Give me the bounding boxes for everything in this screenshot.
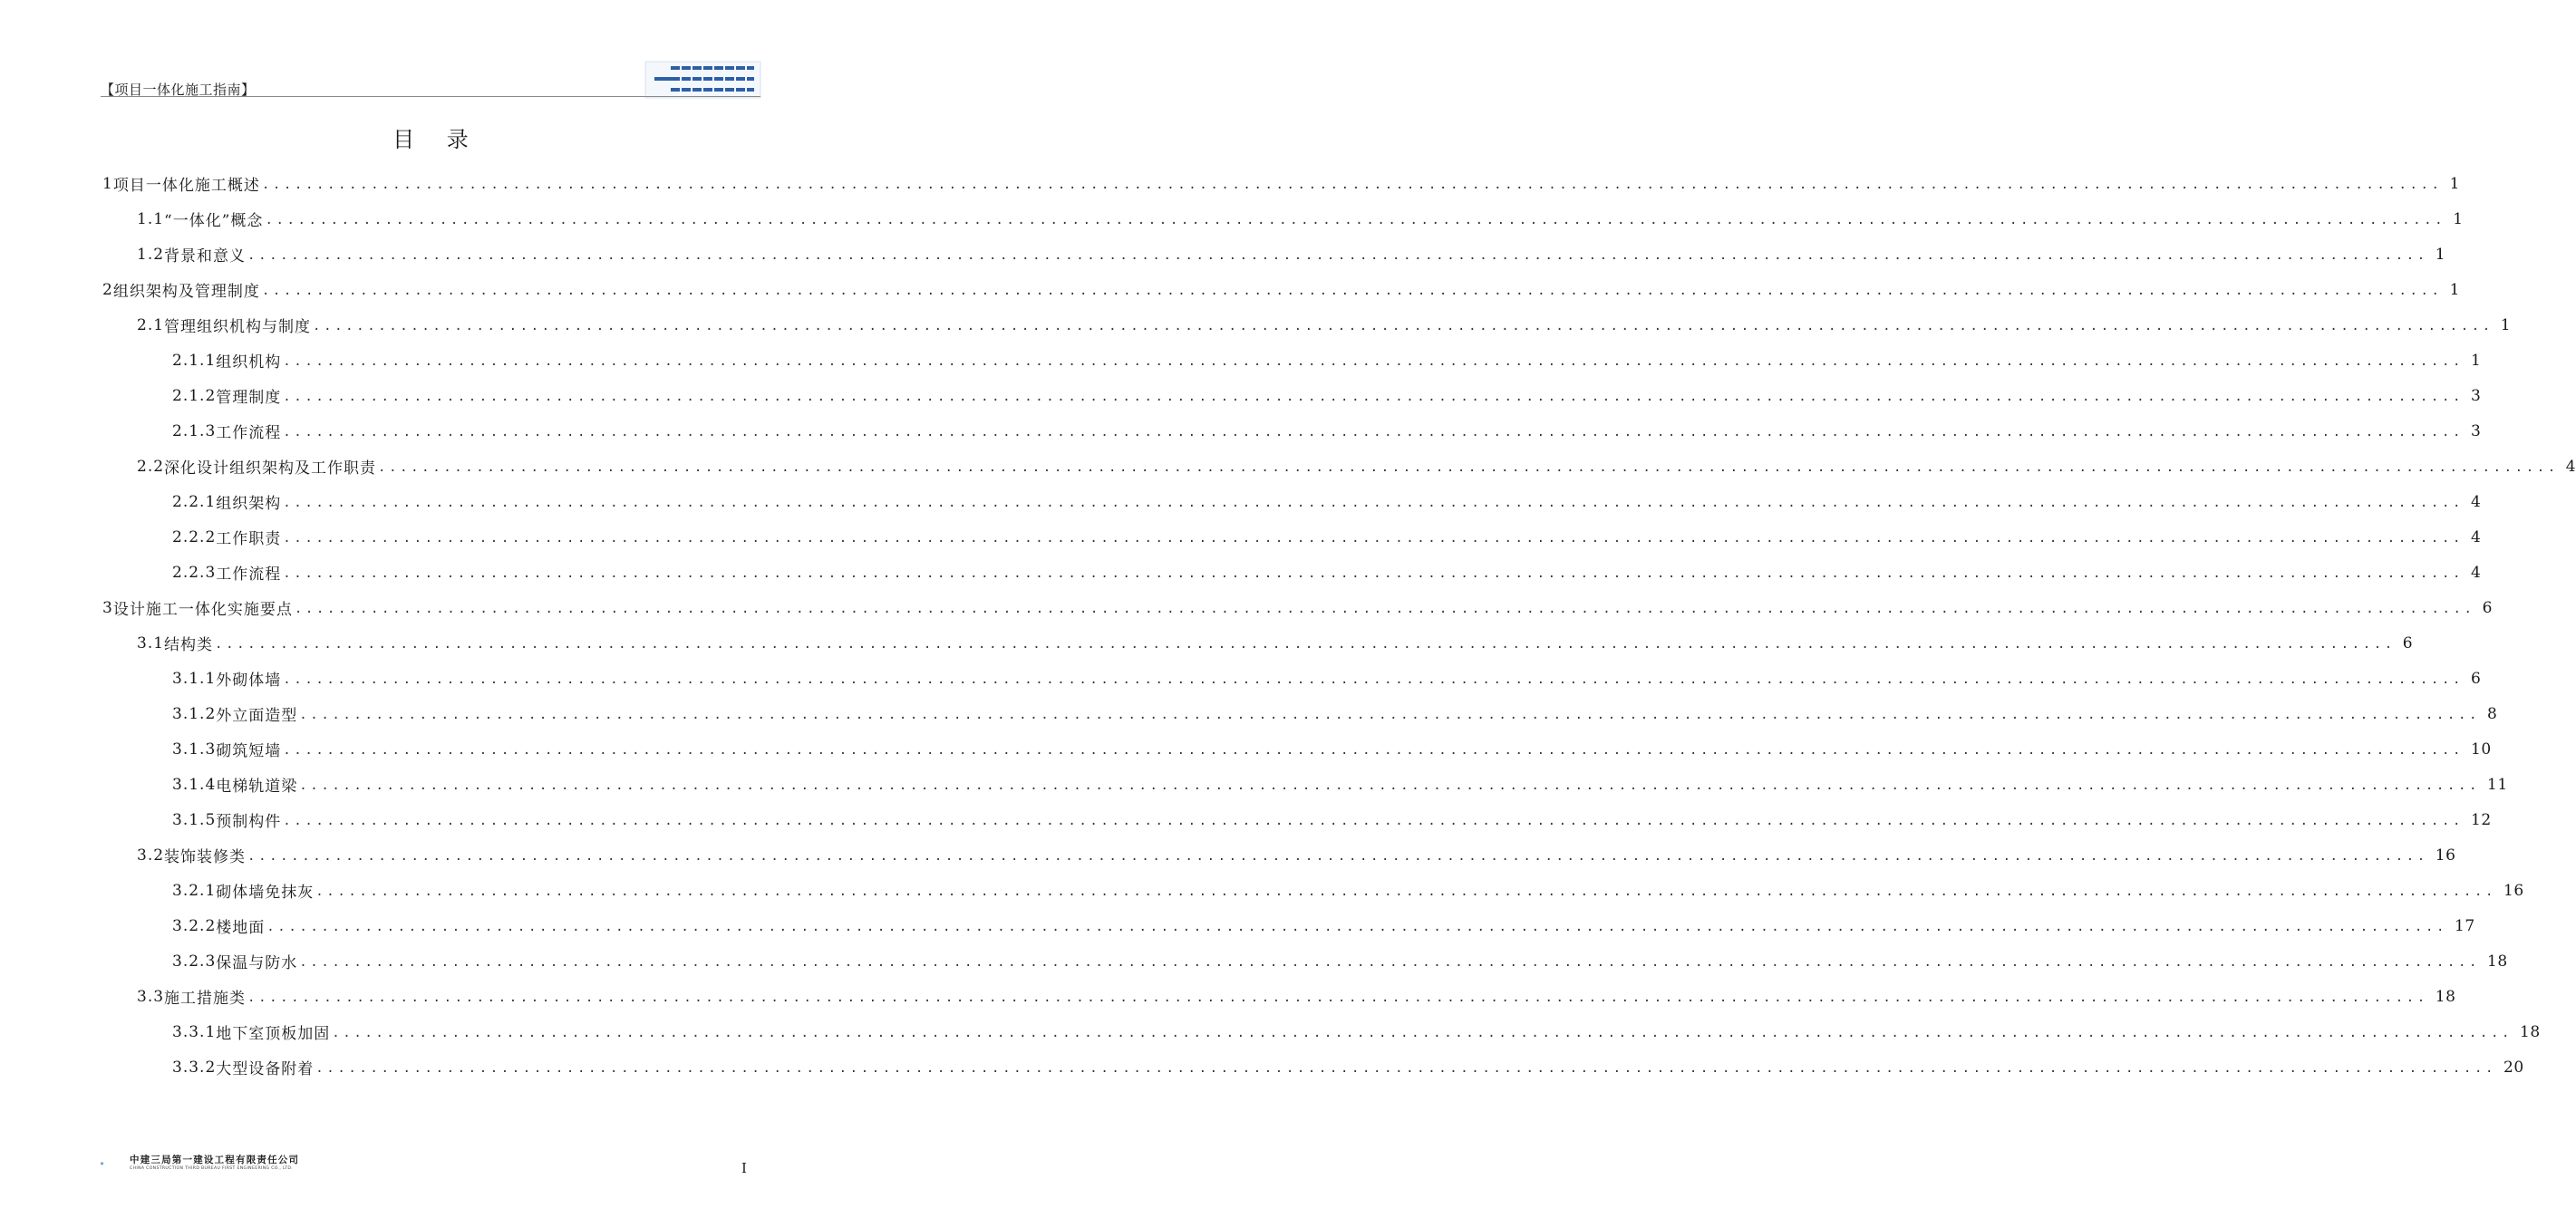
toc-entry-number: 3.1.2 xyxy=(172,704,217,723)
toc-entry-title: 外砌体墙 xyxy=(216,672,282,690)
toc-dot-leader: ........................................................................................................................................................................................................ xyxy=(283,742,2465,758)
toc-entry-page: 20 xyxy=(2503,1058,2524,1077)
toc-entry-title: 设计施工一体化实施要点 xyxy=(112,601,293,619)
toc-entry[interactable] xyxy=(172,484,2482,519)
toc-dot-leader: ........................................................................................................................................................................................................ xyxy=(265,212,2446,227)
toc-dot-leader: ........................................................................................................................................................................................................ xyxy=(283,530,2465,546)
toc-dot-leader: ........................................................................................................................................................................................................ xyxy=(261,283,2443,298)
toc-dot-leader: ........................................................................................................................................................................................................ xyxy=(299,954,2481,970)
toc-entry-page: 8 xyxy=(2487,704,2498,723)
toc-dot-leader: ........................................................................................................................................................................................................ xyxy=(247,848,2428,864)
toc-entry-number: 1 xyxy=(102,174,113,193)
toc-entry[interactable] xyxy=(172,413,2482,449)
toc-entry-title: 背景和意义 xyxy=(164,247,247,266)
toc-entry-title: 地下室顶板加固 xyxy=(216,1025,331,1043)
footer-company-cn: 中建三局第一建设工程有限责任公司 xyxy=(130,1155,300,1165)
toc-dot-leader: ........................................................................................................................................................................................................ xyxy=(247,247,2428,263)
toc-entry[interactable] xyxy=(172,661,2482,696)
toc-entry-page: 4 xyxy=(2565,457,2576,476)
toc-entry[interactable] xyxy=(172,731,2492,767)
toc-entry[interactable] xyxy=(172,1049,2524,1085)
toc-dot-leader: ........................................................................................................................................................................................................ xyxy=(313,318,2494,334)
toc-entry-number: 3.1 xyxy=(137,633,165,652)
toc-dot-leader: ........................................................................................................................................................................................................ xyxy=(332,1025,2513,1040)
toc-entry-page: 1 xyxy=(2449,174,2460,193)
toc-entry-page: 1 xyxy=(2471,351,2482,370)
toc-entry[interactable] xyxy=(172,873,2524,908)
toc-entry[interactable] xyxy=(137,979,2456,1014)
toc-entry-title: 管理制度 xyxy=(216,389,282,407)
toc-entry-page: 4 xyxy=(2471,492,2482,511)
toc-entry-page: 6 xyxy=(2471,669,2482,688)
toc-entry-number: 3.1.3 xyxy=(172,740,217,759)
toc-entry-page: 18 xyxy=(2435,987,2456,1006)
toc-entry-title: 工作流程 xyxy=(216,566,282,584)
toc-entry-number: 3.3.1 xyxy=(172,1022,217,1041)
toc-dot-leader: ........................................................................................................................................................................................................ xyxy=(378,459,2559,475)
toc-entry-page: 1 xyxy=(2453,209,2464,228)
toc-dot-leader: ........................................................................................................................................................................................................ xyxy=(283,672,2465,687)
company-logo-stripes-icon xyxy=(645,62,760,98)
toc-entry-title: 工作职责 xyxy=(216,530,282,548)
toc-dot-leader: ........................................................................................................................................................................................................ xyxy=(261,177,2443,192)
toc-entry[interactable] xyxy=(102,272,2460,307)
toc-entry[interactable] xyxy=(102,166,2460,201)
toc-entry[interactable] xyxy=(137,307,2512,343)
toc-entry-page: 6 xyxy=(2482,598,2493,617)
toc-entry-title: 电梯轨道梁 xyxy=(216,778,298,796)
toc-entry-number: 1.2 xyxy=(137,245,165,264)
toc-dot-leader: ........................................................................................................................................................................................................ xyxy=(283,495,2465,510)
toc-entry-page: 10 xyxy=(2471,740,2492,759)
toc-entry-page: 16 xyxy=(2435,846,2456,865)
toc-entry-number: 2.2.2 xyxy=(172,527,217,546)
toc-entry-number: 3.2.1 xyxy=(172,881,217,900)
page-number: I xyxy=(741,1160,747,1176)
toc-dot-leader: ........................................................................................................................................................................................................ xyxy=(283,353,2465,369)
toc-entry[interactable] xyxy=(172,343,2482,378)
toc-entry-page: 1 xyxy=(2449,280,2460,299)
toc-entry-number: 3.1.5 xyxy=(172,810,217,829)
toc-entry-page: 1 xyxy=(2435,245,2446,264)
toc-entry-number: 2.2.1 xyxy=(172,492,217,511)
toc-dot-leader: ........................................................................................................................................................................................................ xyxy=(315,884,2497,899)
toc-entry[interactable] xyxy=(172,555,2482,590)
toc-entry-title: 大型设备附着 xyxy=(216,1060,315,1078)
toc-entry-page: 11 xyxy=(2487,775,2508,794)
toc-entry-number: 3.2.2 xyxy=(172,916,217,935)
toc-entry-number: 2.2.3 xyxy=(172,563,217,582)
toc-entry-number: 3.3.2 xyxy=(172,1058,217,1077)
toc-title: 目 录 xyxy=(392,127,481,152)
toc-entry-number: 3.2.3 xyxy=(172,952,217,971)
header-title: 【项目一体化施工指南】 xyxy=(101,82,256,98)
toc-entry-title: 项目一体化施工概述 xyxy=(112,177,260,195)
toc-dot-leader: ........................................................................................................................................................................................................ xyxy=(283,389,2465,404)
toc-entry-page: 3 xyxy=(2471,386,2482,405)
toc-dot-leader: ........................................................................................................................................................................................................ xyxy=(283,566,2465,581)
toc-entry-title: 组织架构 xyxy=(216,495,282,513)
toc-dot-leader: ........................................................................................................................................................................................................ xyxy=(266,919,2448,934)
toc-dot-leader: ........................................................................................................................................................................................................ xyxy=(247,990,2428,1005)
toc-entry-title: 组织机构 xyxy=(216,353,282,372)
toc-entry[interactable] xyxy=(172,378,2482,413)
toc-entry[interactable] xyxy=(172,767,2508,802)
toc-entry-title: 预制构件 xyxy=(216,813,282,831)
header-divider xyxy=(101,96,760,97)
footer-company-en: CHINA CONSTRUCTION THIRD BUREAU FIRST ENGINEERING CO., LTD. xyxy=(130,1166,294,1171)
toc-entry-page: 18 xyxy=(2520,1022,2541,1041)
toc-entry-title: 组织架构及管理制度 xyxy=(112,283,260,301)
toc-entry[interactable] xyxy=(137,201,2464,237)
toc-entry-title: 砌体墙免抹灰 xyxy=(216,884,315,902)
toc-dot-leader: ........................................................................................................................................................................................................ xyxy=(215,636,2396,652)
toc-entry[interactable] xyxy=(172,802,2492,837)
toc-entry-page: 6 xyxy=(2402,633,2414,652)
toc-entry-page: 4 xyxy=(2471,527,2482,546)
toc-entry-page: 16 xyxy=(2503,881,2524,900)
toc-entry-page: 3 xyxy=(2471,421,2482,440)
toc-entry[interactable] xyxy=(137,625,2414,661)
toc-entry-number: 2.2 xyxy=(137,457,165,476)
toc-entry[interactable] xyxy=(172,696,2498,731)
toc-entry-title: 工作流程 xyxy=(216,424,282,442)
toc-entry-title: 结构类 xyxy=(164,636,214,654)
toc-dot-leader: ........................................................................................................................................................................................................ xyxy=(299,778,2481,793)
toc-entry-title: 管理组织机构与制度 xyxy=(164,318,312,336)
toc-entry-number: 2 xyxy=(102,280,113,299)
toc-entry[interactable] xyxy=(172,908,2475,943)
toc-entry-title: 外立面造型 xyxy=(216,707,298,725)
toc-entry-number: 3.3 xyxy=(137,987,165,1006)
toc-entry-number: 2.1 xyxy=(137,315,165,334)
toc-entry[interactable] xyxy=(137,449,2576,484)
toc-entry-title: 砌筑短墙 xyxy=(216,742,282,760)
toc-entry-title: 深化设计组织架构及工作职责 xyxy=(164,459,377,478)
toc-entry-page: 1 xyxy=(2500,315,2512,334)
toc-dot-leader: ........................................................................................................................................................................................................ xyxy=(299,707,2481,722)
toc-entry-number: 3.1.1 xyxy=(172,669,217,688)
toc-dot-leader: ........................................................................................................................................................................................................ xyxy=(294,601,2475,616)
toc-entry-page: 12 xyxy=(2471,810,2492,829)
toc-entry[interactable] xyxy=(172,519,2482,555)
toc-entry-number: 3.2 xyxy=(137,846,165,865)
toc-entry-title: 楼地面 xyxy=(216,919,266,937)
toc-dot-leader: ........................................................................................................................................................................................................ xyxy=(315,1060,2497,1076)
toc-entry-page: 17 xyxy=(2455,916,2475,935)
toc-entry-number: 3 xyxy=(102,598,113,617)
toc-entry-number: 1.1 xyxy=(137,209,165,228)
toc-entry-page: 4 xyxy=(2471,563,2482,582)
toc-entry-number: 3.1.4 xyxy=(172,775,217,794)
toc-entry-page: 18 xyxy=(2487,952,2508,971)
cscec-logo-icon xyxy=(101,1152,126,1175)
toc-dot-leader: ........................................................................................................................................................................................................ xyxy=(283,813,2465,828)
toc-entry-number: 2.1.2 xyxy=(172,386,217,405)
toc-entry-number: 2.1.3 xyxy=(172,421,217,440)
toc-entry[interactable] xyxy=(172,943,2508,979)
toc-entry-title: 保温与防水 xyxy=(216,954,298,972)
toc-dot-leader: ........................................................................................................................................................................................................ xyxy=(283,424,2465,440)
toc-entry[interactable] xyxy=(172,1014,2541,1049)
toc-entry-title: “一体化”概念 xyxy=(164,212,264,230)
toc-entry[interactable] xyxy=(137,837,2456,873)
toc-entry-title: 施工措施类 xyxy=(164,990,247,1008)
toc-entry-number: 2.1.1 xyxy=(172,351,217,370)
toc-entry[interactable] xyxy=(102,590,2493,625)
toc-entry[interactable] xyxy=(137,237,2446,272)
toc-entry-title: 装饰装修类 xyxy=(164,848,247,866)
